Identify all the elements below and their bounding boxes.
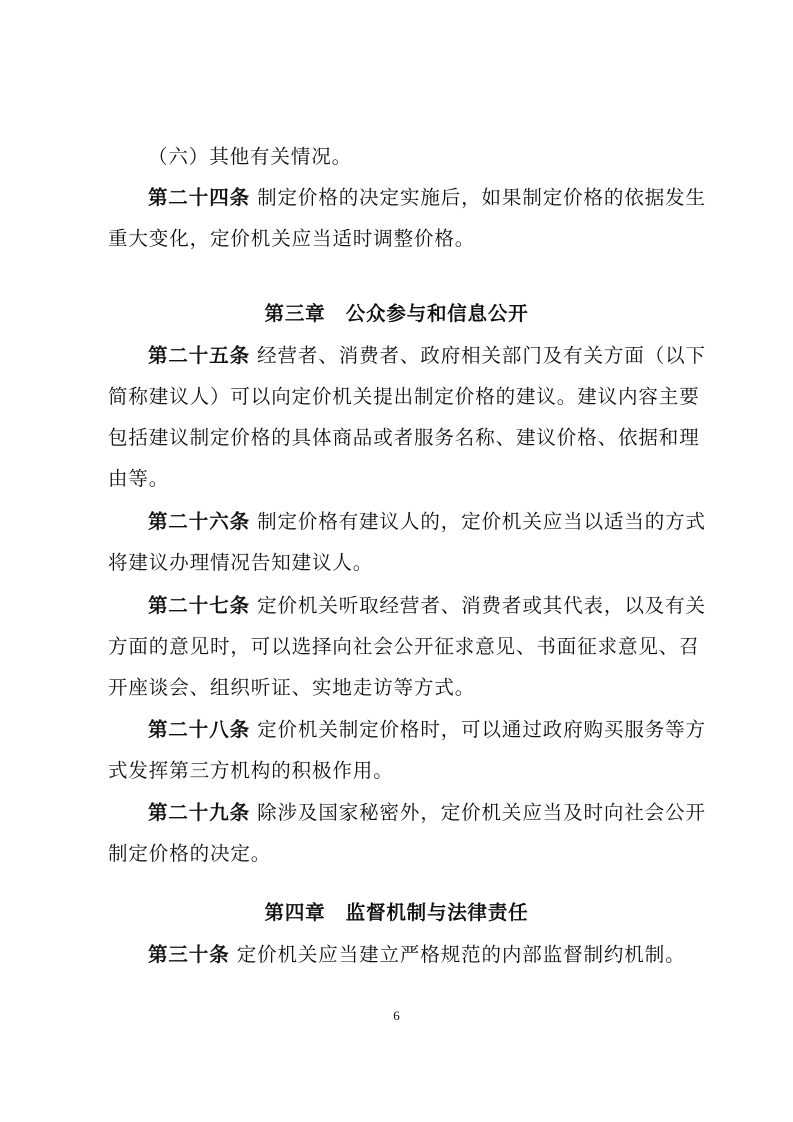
article-24-line: 第二十四条 制定价格的决定实施后，如果制定价格的依据发生 bbox=[148, 186, 706, 209]
paragraph-line: 式发挥第三方机构的积极作用。 bbox=[108, 759, 394, 782]
article-30-line: 第三十条 定价机关应当建立严格规范的内部监督制约机制。 bbox=[148, 943, 686, 966]
chapter-3-heading: 第三章 公众参与和信息公开 bbox=[264, 302, 529, 325]
paragraph-line: 方面的意见时，可以选择向社会公开征求意见、书面征求意见、召 bbox=[108, 635, 700, 658]
paragraph-line: （六）其他有关情况。 bbox=[148, 145, 353, 168]
paragraph-line: 简称建议人）可以向定价机关提出制定价格的建议。建议内容主要 bbox=[108, 385, 700, 408]
paragraph-line: 将建议办理情况告知建议人。 bbox=[108, 551, 374, 574]
paragraph-line: 制定价格的决定。 bbox=[108, 842, 272, 865]
article-28-line: 第二十八条 定价机关制定价格时，可以通过政府购买服务等方 bbox=[148, 718, 706, 741]
paragraph-line: 由等。 bbox=[108, 467, 170, 490]
article-26-line: 第二十六条 制定价格有建议人的，定价机关应当以适当的方式 bbox=[148, 510, 706, 533]
paragraph-line: 包括建议制定价格的具体商品或者服务名称、建议价格、依据和理 bbox=[108, 426, 700, 449]
article-27-line: 第二十七条 定价机关听取经营者、消费者或其代表，以及有关 bbox=[148, 594, 706, 617]
page-number: 6 bbox=[393, 1008, 400, 1023]
article-25-line: 第二十五条 经营者、消费者、政府相关部门及有关方面（以下 bbox=[148, 344, 706, 367]
paragraph-line: 重大变化，定价机关应当适时调整价格。 bbox=[108, 227, 476, 250]
chapter-4-heading: 第四章 监督机制与法律责任 bbox=[264, 901, 529, 924]
article-29-line: 第二十九条 除涉及国家秘密外，定价机关应当及时向社会公开 bbox=[148, 801, 706, 824]
paragraph-line: 开座谈会、组织听证、实地走访等方式。 bbox=[108, 676, 476, 699]
